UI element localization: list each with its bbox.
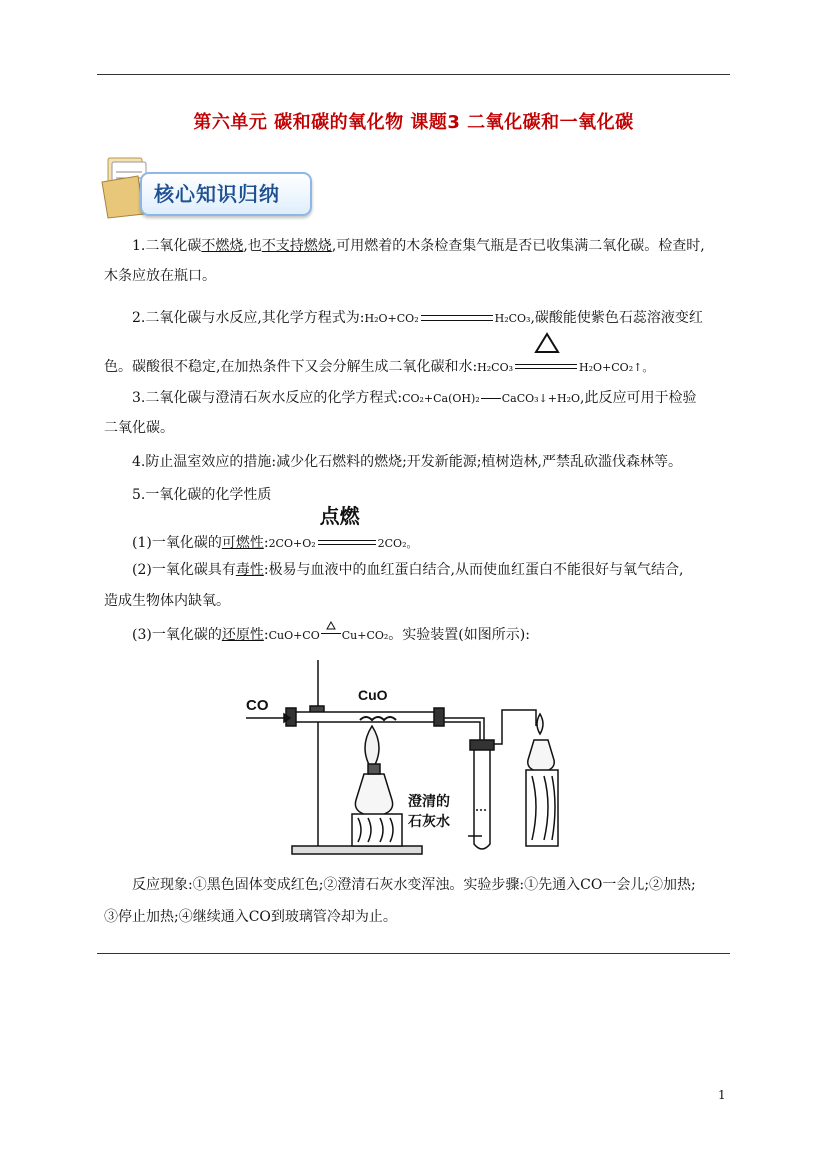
p5-3-underline: 还原性 (221, 627, 264, 643)
p3-equation-line (481, 398, 501, 399)
p3-eq-right: CaCO₃↓+H₂O (501, 392, 580, 405)
ignite-condition: 点燃 (319, 504, 360, 528)
limewater-label-1: 澄清的 (408, 794, 450, 810)
p5-1-underline: 可燃性 (221, 535, 264, 551)
ignite-equation-sign (316, 504, 378, 548)
p5-3-text-b: 。实验装置(如图所示): (388, 627, 530, 643)
paragraph-5-2-line2: 造成生物体内缺氧。 (104, 593, 230, 609)
paragraph-5-3 (104, 625, 762, 646)
heat-small-triangle-icon (326, 621, 336, 630)
p5-1-product: 2CO₂。 (377, 537, 418, 550)
p2-text-b: ,碳酸能使紫色石蕊溶液变红 (530, 310, 703, 326)
p2-text-a: 2.二氧化碳与水反应,其化学方程式为: (132, 310, 365, 326)
p1-underline-1: 不燃烧 (201, 238, 244, 254)
page-number: 1 (718, 1088, 726, 1102)
p1-text-b: ,也 (243, 238, 262, 254)
p3-text-a: 3.二氧化碳与澄清石灰水反应的化学方程式: (132, 390, 403, 406)
heat-triangle-icon (534, 332, 560, 354)
p5-2-text: (2)一氧化碳具有 (132, 562, 236, 578)
heat-small-sign (320, 630, 342, 640)
paragraph-3 (104, 388, 762, 409)
paragraph-2-line2 (104, 357, 734, 378)
paragraph-1 (104, 236, 762, 256)
paragraph-3-line2: 二氧化碳。 (104, 420, 174, 436)
p5-1-reactants: 2CO+O₂ (268, 537, 316, 550)
badge-label: 核心知识归纳 (154, 182, 280, 206)
paragraph-5-1 (104, 504, 762, 554)
p2-line2-reactant: H₂CO₃ (477, 361, 514, 374)
header-rule (97, 74, 730, 75)
p5-3-products: Cu+CO₂ (341, 629, 389, 642)
p2-product: H₂CO₃ (494, 312, 531, 325)
paragraph-4: 4.防止温室效应的措施:减少化石燃料的燃烧;开发新能源;植树造林,严禁乱砍滥伐森林等。 (132, 454, 682, 470)
p1-underline-2: 不支持燃烧 (261, 238, 332, 254)
heat-equation-sign (513, 362, 579, 372)
cuo-label: CuO (358, 687, 388, 703)
paragraph-5: 5.一氧化碳的化学性质 (132, 487, 272, 503)
p1-text-a: 1.二氧化碳 (132, 238, 202, 254)
p3-eq-left: CO₂+Ca(OH)₂ (402, 392, 480, 405)
p2-line2-text: 色。碳酸很不稳定,在加热条件下又会分解生成二氧化碳和水: (104, 359, 478, 375)
experiment-apparatus-figure (240, 650, 590, 860)
p2-reactants: H₂O+CO₂ (364, 312, 419, 325)
page-title: 第六单元 碳和碳的氧化物 课题3 二氧化碳和一氧化碳 (193, 112, 634, 133)
paragraph-2 (104, 308, 762, 329)
limewater-label-2: 石灰水 (408, 814, 450, 830)
p5-2-underline: 毒性 (235, 562, 264, 578)
section-badge (98, 152, 313, 220)
p1-text-c: ,可用燃着的木条检查集气瓶是否已收集满二氧化碳。检查时, (331, 238, 705, 254)
paragraph-1-line2: 木条应放在瓶口。 (104, 268, 216, 284)
phenomena-line1: 反应现象:①黑色固体变成红色;②澄清石灰水变浑浊。实验步骤:①先通入CO一会儿;②加热; (132, 877, 696, 893)
p5-1-text: (1)一氧化碳的 (132, 535, 222, 551)
p5-3-text: (3)一氧化碳的 (132, 627, 222, 643)
p5-3-reactants: CuO+CO (268, 629, 320, 642)
p5-2-text-b: :极易与血液中的血红蛋白结合,从而使血红蛋白不能很好与氧气结合, (263, 562, 684, 578)
p3-text-b: ,此反应可用于检验 (580, 390, 697, 406)
equation-equals-sign (421, 315, 493, 321)
phenomena-line2: ③停止加热;④继续通入CO到玻璃管冷却为止。 (104, 909, 397, 925)
co-label: CO (246, 697, 269, 714)
p5-3-colon: : (263, 627, 269, 643)
footer-rule (97, 953, 730, 954)
p2-line2-products: H₂O+CO₂↑。 (579, 361, 654, 374)
paragraph-5-2 (104, 560, 762, 580)
p5-1-colon: : (263, 535, 269, 551)
